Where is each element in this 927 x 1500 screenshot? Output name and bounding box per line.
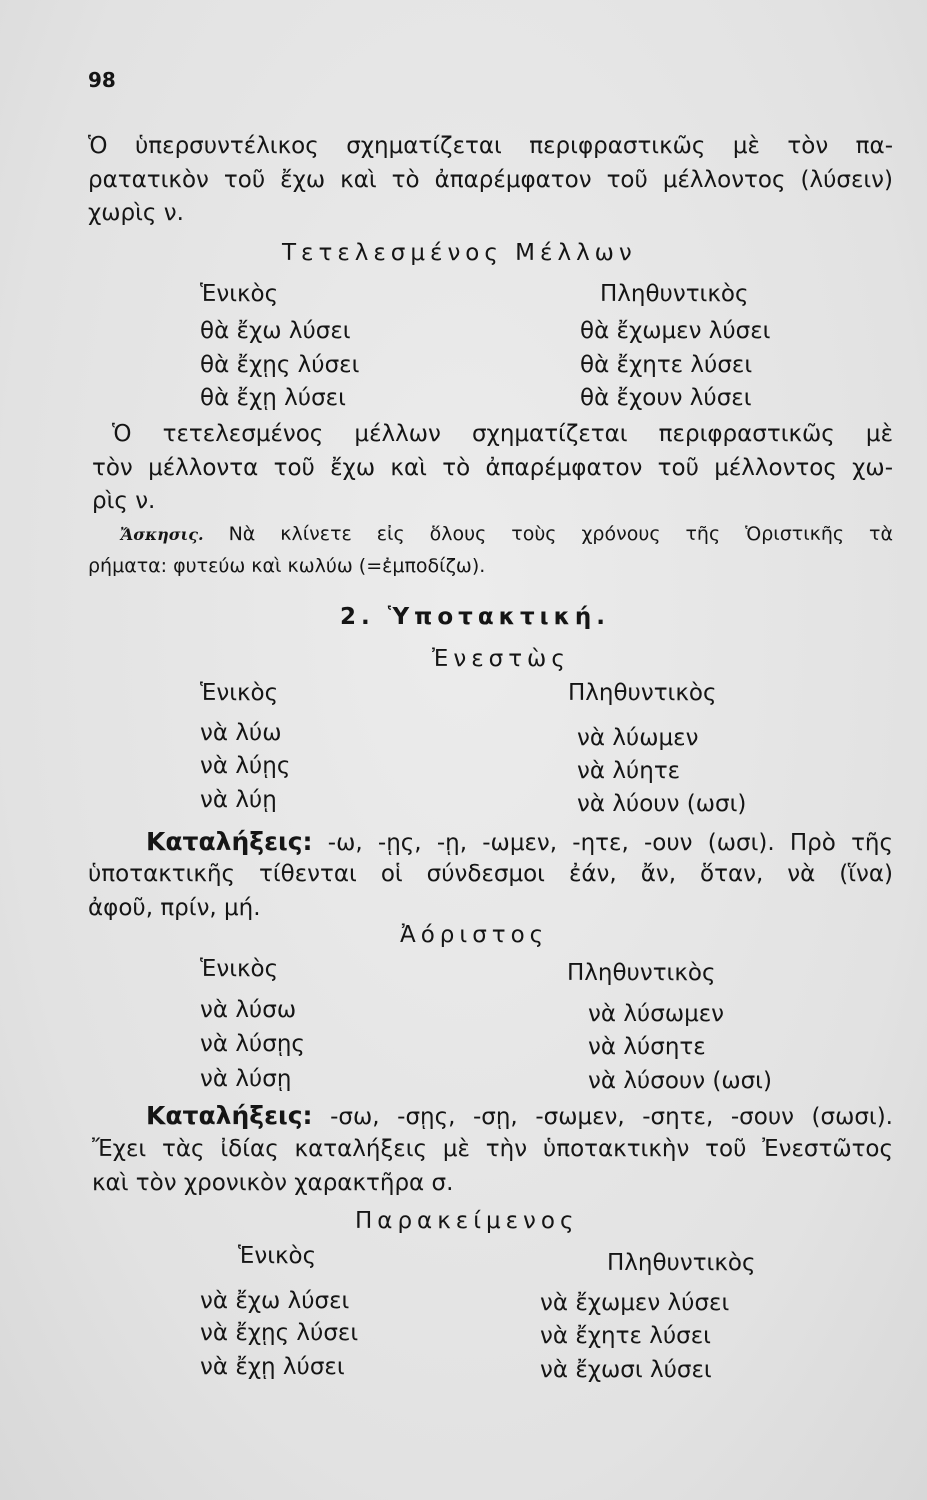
conjugation-form: νὰ ἔχῃ λύσει xyxy=(200,1354,345,1380)
conjugation-form: νὰ ἔχω λύσει xyxy=(200,1288,350,1314)
exercise-line-2: ρήματα: φυτεύω καὶ κωλύω (=ἐμποδίζω). xyxy=(88,555,486,577)
conjugation-form: νὰ λύῃ xyxy=(200,787,277,813)
plural-label: Πληθυντικὸς xyxy=(600,281,749,307)
section-heading: 2. Ὑποτακτική. xyxy=(340,604,611,630)
conjugation-form: θὰ ἔχῃς λύσει xyxy=(200,352,360,378)
intro-line: ρατατικὸν τοῦ ἔχω καὶ τὸ ἀπαρέμφατον τοῦ μέλλοντος (λύσειν) xyxy=(88,166,893,193)
conjugation-form: θὰ ἔχω λύσει xyxy=(200,318,351,344)
conjugation-form: θὰ ἔχητε λύσει xyxy=(580,352,753,378)
conjugation-form: νὰ λύωμεν xyxy=(577,725,699,751)
note-line: τὸν μέλλοντα τοῦ ἔχω καὶ τὸ ἀπαρέμφατον τοῦ μέλλοντος χω- xyxy=(92,454,893,481)
present-note xyxy=(88,858,893,925)
singular-label: Ἑνικὸς xyxy=(200,956,279,982)
future-perfect-title: Τετελεσμένος Μέλλων xyxy=(282,240,637,266)
conjugation-form: νὰ λύσω xyxy=(200,997,297,1023)
conjugation-form: νὰ λύσουν (ωσι) xyxy=(588,1068,772,1094)
exercise-line xyxy=(120,523,893,545)
conjugation-form: νὰ ἔχωσι λύσει xyxy=(540,1357,712,1383)
aorist-endings xyxy=(146,1101,893,1130)
conjugation-form: νὰ ἔχητε λύσει xyxy=(540,1323,711,1349)
conjugation-form: νὰ λύουν (ωσι) xyxy=(577,791,747,817)
conjugation-form: νὰ λύσῃς xyxy=(200,1031,305,1057)
conjugation-form: νὰ λύω xyxy=(200,720,282,746)
exercise-text: Νὰ κλίνετε εἰς ὅλους τοὺς χρόνους τῆς Ὁριστικῆς τὰ xyxy=(228,523,893,545)
conjugation-form: θὰ ἔχῃ λύσει xyxy=(200,385,346,411)
note-line: ρὶς ν. xyxy=(92,488,156,514)
conjugation-form: νὰ λύσωμεν xyxy=(588,1001,724,1027)
conjugation-form: νὰ λύητε xyxy=(577,758,681,784)
conjugation-form: θὰ ἔχωμεν λύσει xyxy=(580,318,771,344)
plural-label: Πληθυντικὸς xyxy=(607,1250,756,1276)
note-line: καὶ τὸν χρονικὸν χαρακτῆρα σ. xyxy=(92,1169,454,1196)
endings-label: Καταλήξεις: xyxy=(146,827,313,856)
plural-label: Πληθυντικὸς xyxy=(568,680,717,706)
note-line: ὑποτακτικῆς τίθενται οἱ σύνδεσμοι ἐάν, ἄν, ὅταν, νὰ (ἵνα) xyxy=(88,861,893,887)
conjugation-form: θὰ ἔχουν λύσει xyxy=(580,385,752,411)
note-line: Ὁ τετελεσμένος μέλλων σχηματίζεται περιφραστικῶς μὲ xyxy=(112,421,893,447)
intro-line: Ὁ ὑπερσυντέλικος σχηματίζεται περιφραστικῶς μὲ τὸν πα- xyxy=(88,133,893,159)
singular-label: Ἑνικὸς xyxy=(200,281,279,307)
page-number: 98 xyxy=(88,68,116,92)
present-title: Ἐνεστὼς xyxy=(432,646,570,672)
singular-label: Ἑνικὸς xyxy=(200,680,279,706)
conjugation-form: νὰ λύσῃ xyxy=(200,1066,292,1092)
aorist-title: Ἀόριστος xyxy=(400,922,549,948)
aorist-note xyxy=(92,1133,893,1200)
conjugation-form: νὰ λύσητε xyxy=(588,1034,706,1060)
note-line: Ἔχει τὰς ἰδίας καταλήξεις μὲ τὴν ὑποτακτικὴν τοῦ Ἐνεστῶτος xyxy=(92,1136,893,1162)
exercise-label: Ἄσκησις. xyxy=(120,525,204,544)
conjugation-form: νὰ λύῃς xyxy=(200,753,291,779)
perfect-title: Παρακείμενος xyxy=(355,1208,579,1234)
conjugation-form: νὰ ἔχῃς λύσει xyxy=(200,1320,359,1346)
endings-text: -σω, -σῃς, -σῃ, -σωμεν, -σητε, -σουν (σωσι). xyxy=(330,1104,893,1130)
intro-paragraph xyxy=(88,130,893,231)
intro-line: χωρὶς ν. xyxy=(88,200,184,226)
present-endings xyxy=(146,827,893,856)
note-line: ἀφοῦ, πρίν, μή. xyxy=(88,894,261,921)
future-perfect-note xyxy=(92,418,893,519)
endings-label: Καταλήξεις: xyxy=(146,1101,313,1130)
endings-text: -ω, -ῃς, -ῃ, -ωμεν, -ητε, -ουν (ωσι). Πρὸ τῆς xyxy=(327,830,894,856)
conjugation-form: νὰ ἔχωμεν λύσει xyxy=(540,1290,730,1316)
singular-label: Ἑνικὸς xyxy=(238,1243,317,1269)
plural-label: Πληθυντικὸς xyxy=(567,960,716,986)
